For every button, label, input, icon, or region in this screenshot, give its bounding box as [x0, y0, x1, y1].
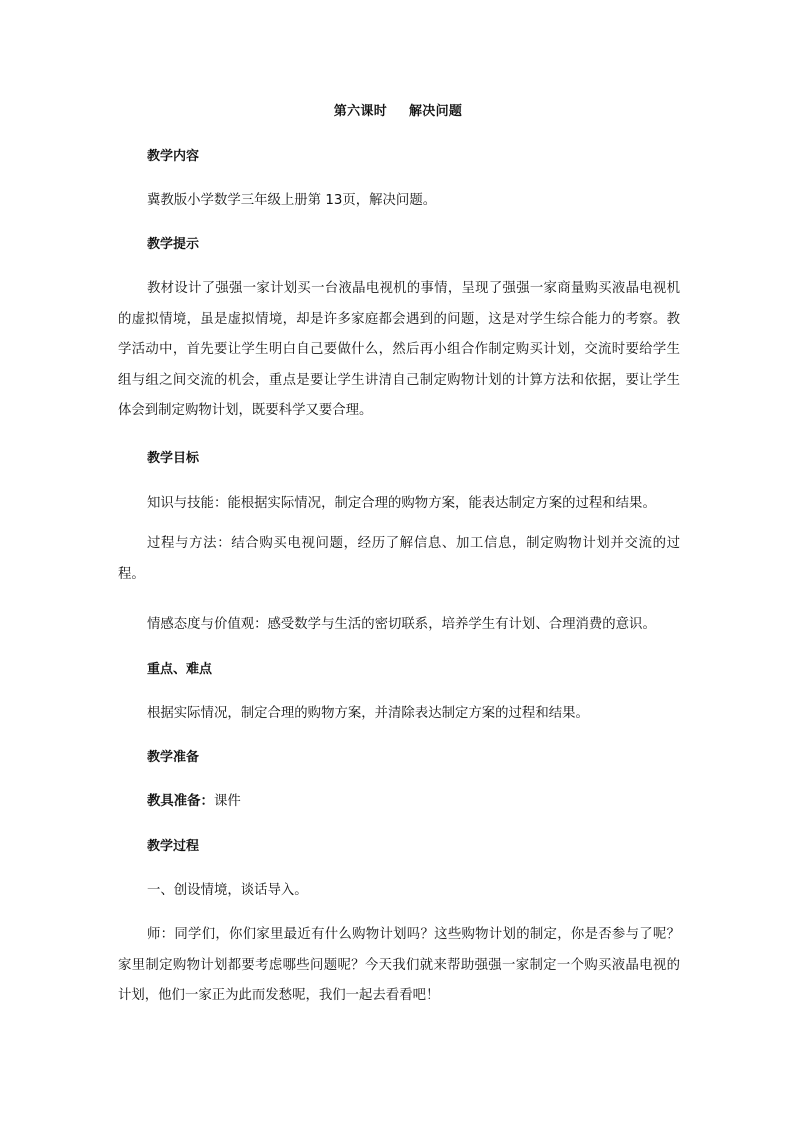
teaching-content-text: 冀教版小学数学三年级上册第 13页，解决问题。 [147, 193, 437, 208]
title-part-1: 第六课时 [333, 104, 387, 119]
step-1-title: 一、创设情境，谈话导入。 [147, 883, 308, 898]
prep-label: 教具准备： [147, 794, 214, 809]
heading-teaching-goals: 教学目标 [147, 451, 200, 466]
heading-teaching-prep: 教学准备 [147, 750, 200, 765]
heading-teaching-process: 教学过程 [147, 839, 200, 854]
heading-key-points: 重点、难点 [147, 662, 213, 677]
key-points-text: 根据实际情况，制定合理的购物方案，并清除表达制定方案的过程和结果。 [147, 706, 589, 721]
teaching-tips-paragraph: 教材设计了强强一家计划买一台液晶电视机的事情，呈现了强强一家商量购买液晶电视机的虚拟情境，虽是虚拟情境，却是许多家庭都会遇到的问题，这是对学生综合能力的考察。教学活动中，首先要让学生明白自己要做什么，然后再小组合作制定购买计划，交流时要给学生组与组之间交流的机会，重点是要让学生讲清自己制定购物计划的计算方法和依据，要让学生体会到制定购物计划，既要科学又要合理。 [118, 281, 680, 418]
prep-value: 课件 [213, 794, 241, 809]
page-title [118, 101, 678, 123]
heading-teaching-tips: 教学提示 [147, 237, 200, 252]
title-part-2: 解决问题 [409, 104, 463, 119]
goal-emotion: 情感态度与价值观：感受数学与生活的密切联系，培养学生有计划、合理消费的意识。 [147, 617, 656, 632]
step-1-paragraph: 师：同学们，你们家里最近有什么购物计划吗？这些购物计划的制定，你是否参与了呢？家里制定购物计划都要考虑哪些问题呢？今天我们就来帮助强强一家制定一个购买液晶电视的计划，他们一家正为此而发愁呢，我们一起去看看吧！ [118, 927, 680, 1003]
teaching-prep-line [147, 791, 241, 813]
heading-teaching-content: 教学内容 [147, 149, 200, 164]
goal-knowledge: 知识与技能：能根据实际情况，制定合理的购物方案，能表达制定方案的过程和结果。 [147, 496, 656, 511]
goal-process: 过程与方法：结合购买电视问题，经历了解信息、加工信息，制定购物计划并交流的过程。 [118, 536, 680, 582]
